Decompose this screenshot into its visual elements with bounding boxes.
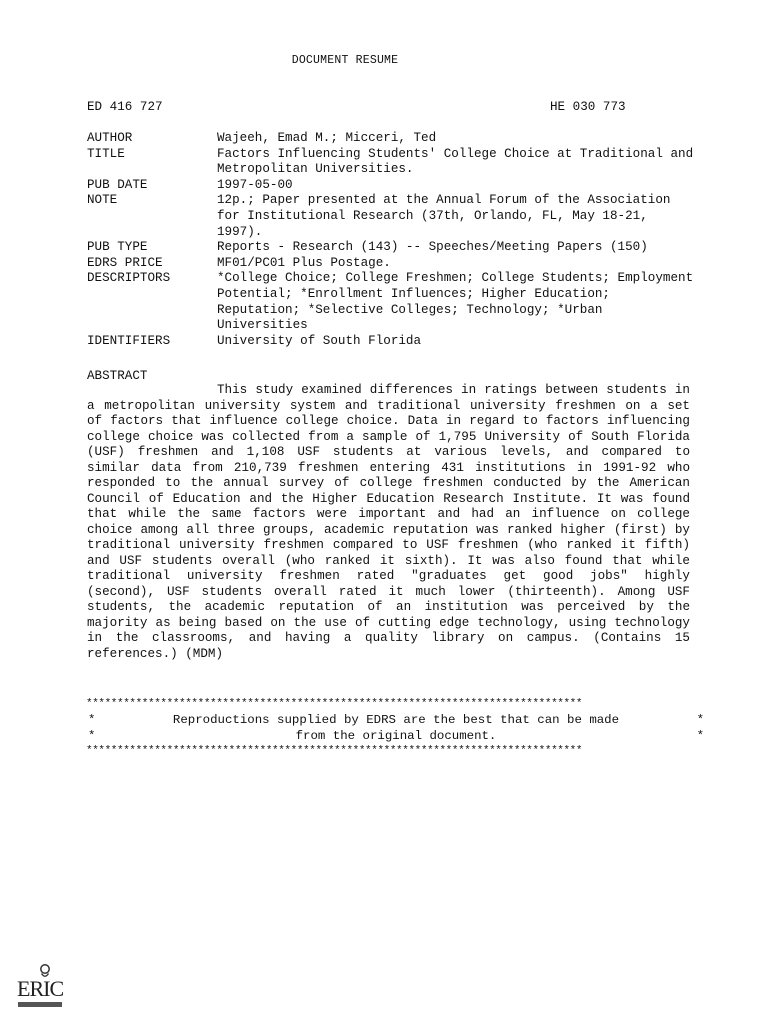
- note-label: NOTE: [87, 193, 118, 208]
- edrs-price-value: MF01/PC01 Plus Postage.: [217, 255, 391, 270]
- title-label: TITLE: [87, 146, 125, 161]
- identifiers-value: University of South Florida: [217, 333, 422, 348]
- descriptors-value: *College Choice; College Freshmen; College Students; Employment Potential; *Enrollment Influences; Higher Education; Reputation; *Selective Colleges; Technology; *Urban Universities: [217, 271, 694, 333]
- eric-logo-icon: [15, 962, 67, 1012]
- metadata-row-identifiers: [87, 334, 697, 350]
- notice-top-border: ********************************************************************************: [86, 698, 583, 710]
- title-value: Factors Influencing Students' College Choice at Traditional and Metropolitan Universities.: [217, 146, 694, 177]
- author-label: AUTHOR: [87, 131, 133, 145]
- notice-line-2: [86, 728, 706, 744]
- ed-number: ED 416 727: [87, 100, 163, 114]
- metadata-row-note: [87, 193, 697, 240]
- notice-left-star: *: [88, 713, 96, 727]
- pub-date-label: PUB DATE: [87, 177, 148, 192]
- notice-bottom-border: ********************************************************************************: [86, 745, 583, 757]
- svg-text:ERIC: ERIC: [17, 976, 64, 1001]
- metadata-row-descriptors: [87, 271, 697, 333]
- metadata-row-pub-type: [87, 240, 697, 256]
- abstract-text: This study examined differences in ratings between students in a metropolitan university system and traditional university freshmen on a set of factors that influence college choice. Data in regard to factors influencing college choice was collected from a sample of 1,795 University of South Florida (USF) freshmen and 1,108 USF students at various levels, and compared to similar data from 210,739 freshmen entering 431 institutions in 1991-92 who responded to the annual survey of college freshmen conducted by the American Council of Education and the Higher Education Research Institute. It was found that while the same factors were important and had an influence on college choice among all three groups, academic reputation was ranked higher (first) by traditional university freshmen compared to USF freshmen (who ranked it fifth) and USF students overall (who ranked it sixth). It was also found that while traditional university freshmen rated "graduates get good jobs" highly (second), USF students overall rated it much lower (thirteenth). Among USF students, the academic reputation of an institution was perceived by the majority as being based on the use of cutting edge technology, using technology in the classrooms, and having a quality library on campus. (Contains 15 references.) (MDM): [87, 383, 690, 661]
- pub-type-label: PUB TYPE: [87, 240, 148, 255]
- identifiers-label: IDENTIFIERS: [87, 333, 171, 348]
- reproduction-notice-box: [86, 697, 706, 759]
- metadata-row-edrs-price: [87, 256, 697, 272]
- pub-date-value: 1997-05-00: [217, 177, 293, 192]
- notice-right-star: *: [696, 713, 704, 727]
- metadata-row-pub-date: [87, 178, 697, 194]
- pub-type-value: Reports - Research (143) -- Speeches/Meeting Papers (150): [217, 240, 648, 255]
- notice-line-1: [86, 712, 706, 728]
- note-value: 12p.; Paper presented at the Annual Forum of the Association for Institutional Research (37th, Orlando, FL, May 18-21, 1997).: [217, 193, 671, 239]
- abstract-label: ABSTRACT: [87, 369, 148, 383]
- metadata-row-author: [87, 131, 697, 147]
- notice-text-1: Reproductions supplied by EDRS are the best that can be made: [172, 713, 620, 727]
- author-value: Wajeeh, Emad M.; Micceri, Ted: [217, 131, 437, 145]
- descriptors-label: DESCRIPTORS: [87, 271, 171, 286]
- notice-right-star: *: [696, 729, 704, 743]
- metadata-row-title: [87, 147, 697, 178]
- he-number: HE 030 773: [550, 100, 626, 114]
- metadata-table: [87, 131, 697, 349]
- notice-left-star: *: [88, 729, 96, 743]
- document-heading: DOCUMENT RESUME: [291, 54, 399, 67]
- notice-text-2: from the original document.: [295, 729, 497, 743]
- edrs-price-label: EDRS PRICE: [87, 255, 163, 270]
